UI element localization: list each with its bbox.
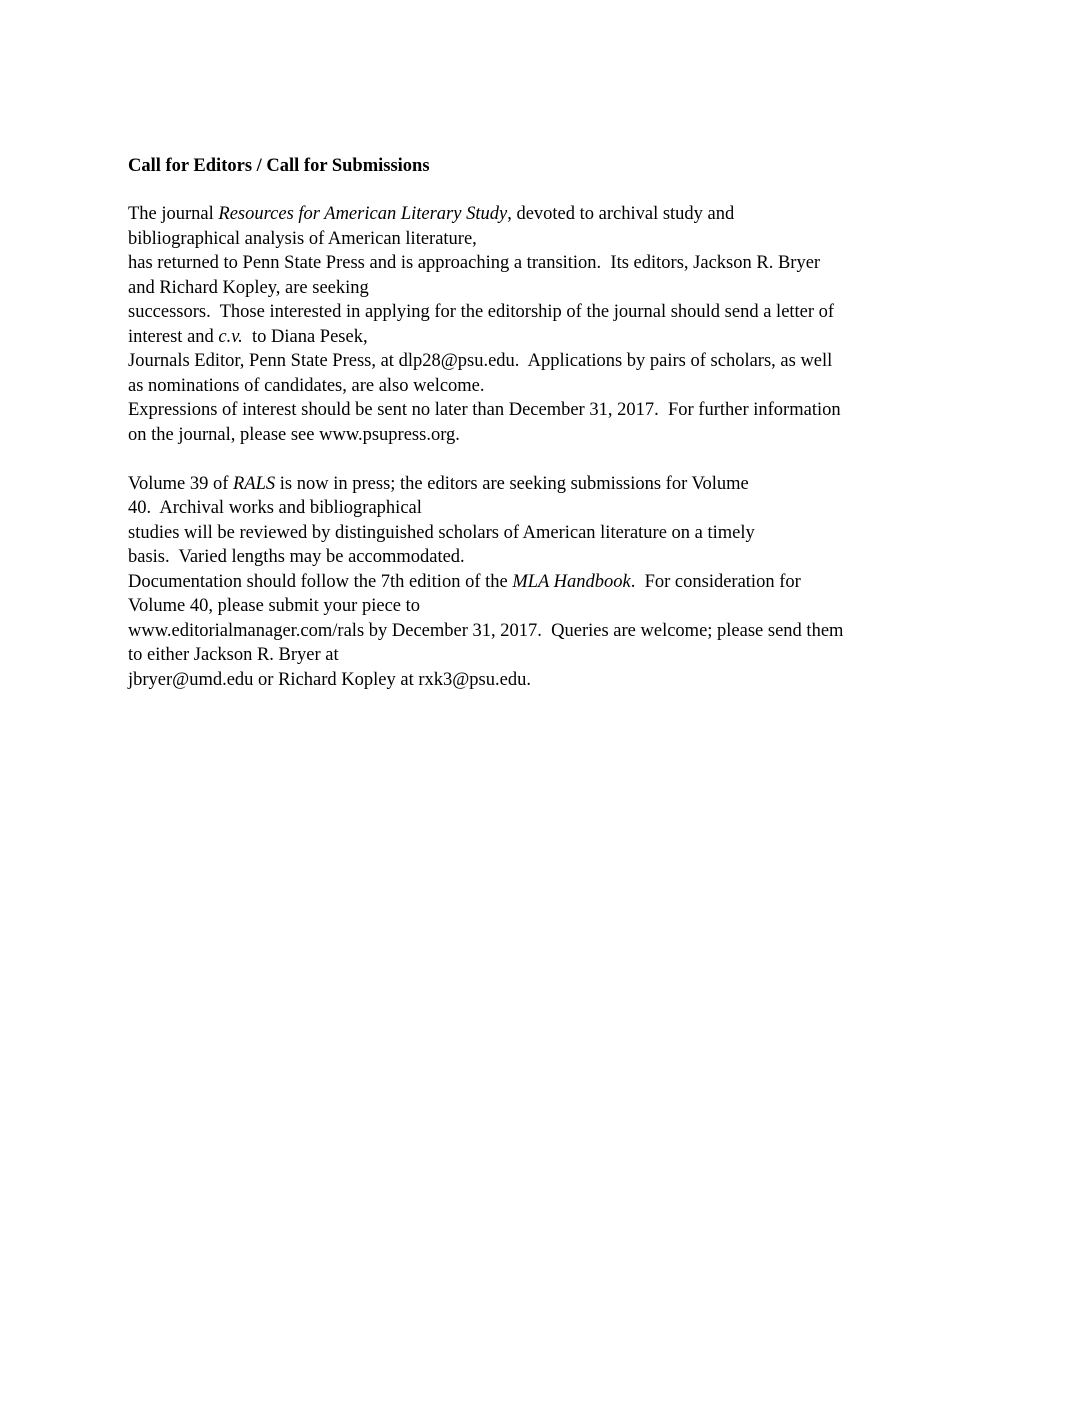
text-line: Volume 40, please submit your piece to [128, 596, 421, 616]
rals-italic: RALS [233, 473, 276, 494]
text-line: as nominations of candidates, are also welcome. [128, 375, 485, 396]
text-line [128, 472, 1008, 497]
text-run: to Diana Pesek, [242, 326, 368, 347]
text-line: Journals Editor, Penn State Press, at dlp28@psu.edu. Applications by pairs of scholars, as well [128, 351, 833, 371]
text-line: successors. Those interested in applying for the editorship of the journal should send a letter of [128, 302, 835, 322]
text-line: on the journal, please see www.psupress.org. [128, 424, 460, 445]
text-line: basis. Varied lengths may be accommodated. [128, 547, 465, 567]
text-line: studies will be reviewed by distinguished scholars of American literature on a timely [128, 522, 755, 543]
text-line [128, 570, 1008, 595]
journal-title-italic: Resources for American Literary Study [218, 204, 508, 224]
text-run: The journal [128, 204, 219, 224]
document-title: Call for Editors / Call for Submissions [128, 156, 430, 176]
text-line: jbryer@umd.edu or Richard Kopley at rxk3@psu.edu. [128, 669, 531, 690]
call-for-submissions-paragraph [128, 472, 1008, 693]
call-for-editors-paragraph [128, 202, 1008, 447]
text-run: is now in press; the editors are seeking submissions for Volume [275, 473, 749, 494]
text-line [128, 202, 1008, 227]
text-run: Volume 39 of [128, 473, 234, 494]
text-line [128, 325, 1008, 350]
text-run: . For consideration for [630, 571, 801, 592]
cv-italic: c.v. [218, 326, 243, 347]
text-run: interest and [128, 326, 219, 347]
text-line: and Richard Kopley, are seeking [128, 277, 369, 298]
text-line: bibliographical analysis of American literature, [128, 228, 477, 249]
text-run: , devoted to archival study and [507, 204, 735, 224]
text-line: www.editorialmanager.com/rals by December 31, 2017. Queries are welcome; please send them [128, 620, 844, 641]
text-line: Expressions of interest should be sent no later than December 31, 2017. For further information [128, 400, 841, 420]
text-line: 40. Archival works and bibliographical [128, 498, 422, 518]
document-body [128, 154, 1008, 717]
mla-handbook-italic: MLA Handbook [512, 571, 631, 592]
text-run: Documentation should follow the 7th edition of the [128, 571, 513, 592]
text-line: has returned to Penn State Press and is approaching a transition. Its editors, Jackson R. Bryer [128, 253, 821, 273]
text-line: to either Jackson R. Bryer at [128, 645, 339, 665]
